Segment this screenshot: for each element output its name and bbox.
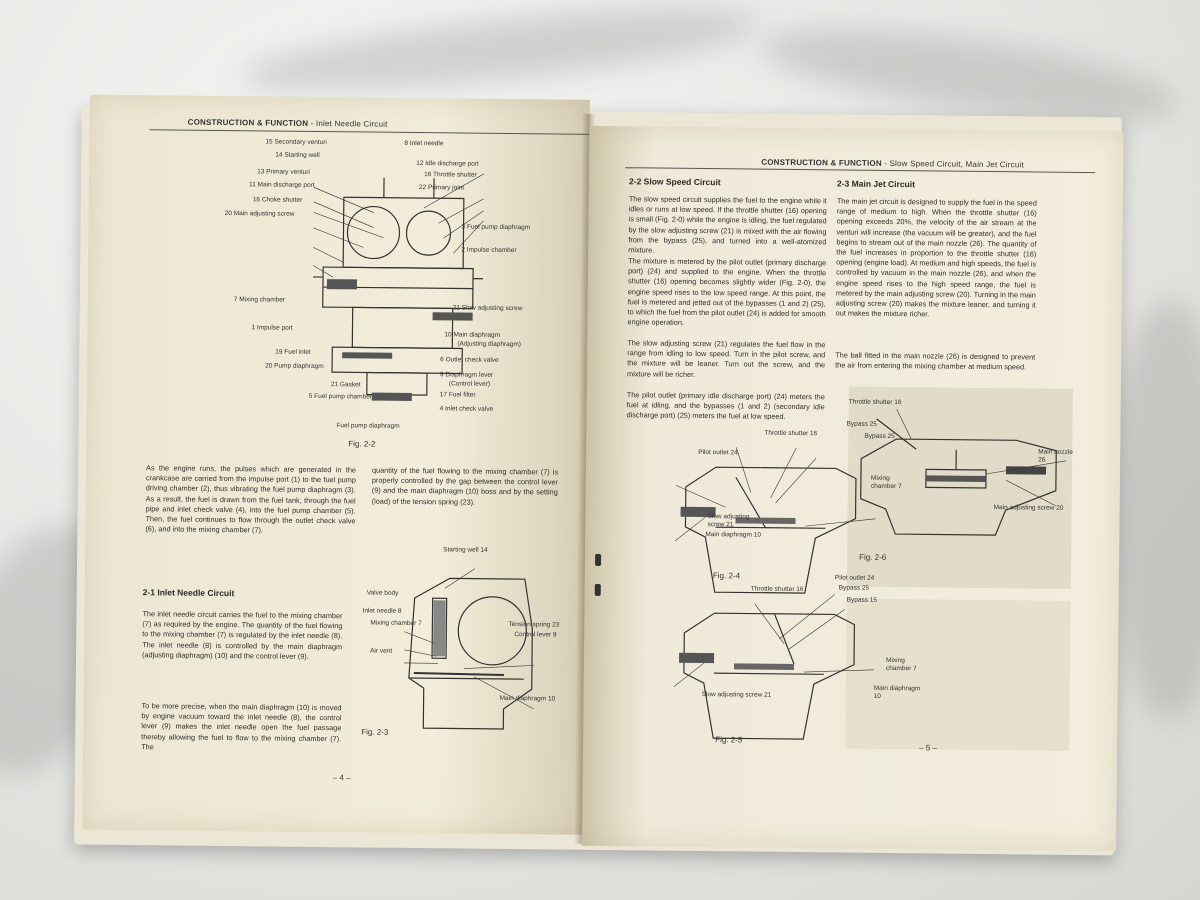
figure-caption-2-6: Fig. 2-6 [859, 552, 887, 562]
fig25-label-throttle-shutter: Throttle shutter 16 [750, 585, 804, 594]
figure-caption-2-5: Fig. 2-5 [715, 735, 743, 745]
label-main-diaphragm: 10 Main diaphragm [444, 331, 501, 339]
fig24-label-slow-adjusting-screw: Slow adjusting screw 21 [707, 513, 750, 529]
fig26-label-main-nozzle: Main nozzle 26 [1038, 448, 1073, 464]
label-fuel-pump-diaphragm: 3 Fuel pump diaphragm [461, 223, 531, 232]
blank-panel [845, 596, 1071, 751]
paragraph-slow-adjusting-screw: The slow adjusting screw (21) regulates the fuel flow in the range from idling to low speed. Turn in the pilot screw, and the mixture will be leaner. Turn out the screw, and the mixture will be richer. [626, 338, 826, 379]
page-header [761, 158, 1024, 170]
paragraph-more-precise: To be more precise, when the main diaphragm (10) is moved by engine vacuum toward the inlet needle (8), the control lever (9) makes the inlet needle open the fuel passage thereby allowing the fuel to flow to the mixing chamber (7). The [141, 701, 342, 752]
label-fuel-pump-chamber: 5 Fuel pump chamber [308, 392, 373, 401]
open-booklet [74, 89, 1134, 856]
label-diaphragm-lever: 9 Diaphragm lever [439, 371, 494, 379]
label-gasket: 21 Gasket [330, 381, 361, 389]
header-title: CONSTRUCTION & FUNCTION [761, 157, 882, 168]
fig25-label-bypass-a: Bypass 25 [838, 584, 870, 592]
label-choke-shutter: 16 Choke shutter [252, 196, 303, 204]
fig24-label-pilot-outlet: Pilot outlet 24 [698, 448, 738, 457]
label-inlet-check-valve: 4 Inlet check valve [439, 405, 494, 413]
paragraph-inlet-needle-circuit: The inlet needle circuit carries the fuel to the mixing chamber (7) as required by the engine. The quantity of the fuel flowing to the mixing chamber (7) is regulated by the inlet needle (8). The inlet needle (8) is controlled by the main diaphragm (adjusting diaphragm) (10) and the control lever (9). [142, 609, 343, 661]
label-main-discharge-port: 11 Main discharge port [248, 181, 315, 189]
label-fuel-filter: 17 Fuel filter [439, 391, 476, 399]
label-pump-diaphragm: 20 Pump diaphragm [265, 362, 324, 371]
label-throttle-shutter: 16 Throttle shutter [424, 171, 477, 179]
fig24-label-bypass-b: Bypass 25 [864, 432, 895, 441]
label-secondary-venturi: 15 Secondary venturi [265, 138, 327, 147]
fig23-label-starting-well: Starting well 14 [443, 546, 488, 554]
fig25-label-main-diaphragm: Main diaphragm 10 [873, 684, 921, 700]
label-fuel-inlet: 19 Fuel inlet [275, 348, 311, 356]
paragraph-ball-main-nozzle: The ball fitted in the main nozzle (26) is designed to prevent the air from entering the mixing chamber at medium speed. [835, 350, 1036, 372]
figure-caption-2-4: Fig. 2-4 [712, 571, 741, 581]
fig23-label-valve-body: Valve body [366, 589, 399, 597]
header-subtitle: - Inlet Needle Circuit [308, 118, 388, 129]
paragraph-mixture-metered: The mixture is metered by the pilot outlet (primary discharge port) (24) and supplied to the engine. When the throttle shutter (16) opening becomes slightly wider (Fig. 2-0), the engine speed rises to the low speed range. At this point, the fuel is metered and jetted out of the bypasses (1 and 2) (25), to which the fuel from the pilot outlet (24) is added for smooth engine operation. [627, 256, 827, 328]
label-impulse-port: 1 Impulse port [251, 324, 293, 332]
label-inlet-needle: 8 Inlet needle [404, 139, 444, 148]
slow-speed-low-diagram [673, 593, 878, 745]
figure-caption-2-3: Fig. 2-3 [361, 727, 389, 737]
page-5 [582, 126, 1124, 852]
binding-hole [595, 584, 601, 596]
label-idle-discharge-port: 12 Idle discharge port [416, 160, 479, 168]
fig25-label-pilot-outlet: Pilot outlet 24 [834, 574, 875, 582]
section-heading-2-2: 2-2 Slow Speed Circuit [628, 176, 721, 188]
label-impulse-chamber: 2 Impulse chamber [461, 246, 517, 255]
paragraph-pulses: As the engine runs, the pulses which are generated in the crankcase are carried from the impulse port (1) to the fuel pump driving chamber (2), thus vibrating the fuel pump diaphragm (3). As a result, the fuel is drawn from the fuel tank, through the fuel pipe and inlet check valve (4), into the fuel pump chamber (5). Then, the fuel continues to flow through the outlet check valve (6), and into the mixing chamber (7). [145, 463, 357, 535]
fig24-label-throttle-shutter: Throttle shutter 16 [764, 429, 818, 438]
header-title: CONSTRUCTION & FUNCTION [187, 117, 309, 128]
paragraph-main-jet-circuit: The main jet circuit is designed to supply the fuel in the speed range of medium to high. When the throttle shutter (16) opening exceeds 20%, the velocity of the air stream at the venturi will increase (the vacuum will be greater), and the fuel begins to stream out of the main nozzle (26). The quantity of the fuel increases in proportion to the throttle shutter (16) opening (engine load). At medium and high speeds, the fuel is controlled by vacuum in the main nozzle (26), and when the engine speed rises to the high speed range, the fuel is metered by the main adjusting screw (20). Turning in the main adjusting screw (20) makes the mixture leaner, and turning it out makes the mixture richer. [835, 196, 1037, 319]
inlet-needle-diagram [403, 568, 535, 739]
page-header [188, 118, 388, 129]
paragraph-slow-speed-intro: The slow speed circuit supplies the fuel to the engine while it idles or runs at low speed. If the throttle shutter (16) opening is small (Fig. 2-0) while the engine is idling, the fuel regulated by the slow adjusting screw (21) is mixed with the air flowing from the bypass (25), and turned into a well-atomized mixture. [628, 194, 827, 255]
label-control-lever: (Control lever) [448, 380, 491, 388]
fig23-label-inlet-needle: Inlet needle 8 [362, 607, 402, 615]
page-4 [82, 95, 590, 835]
page-number-4: – 4 – [332, 773, 351, 783]
header-rule [625, 167, 1095, 173]
label-primary-venturi: 13 Primary venturi [257, 168, 310, 176]
fig26-label-main-adjusting-screw: Main adjusting screw 20 [993, 504, 1064, 512]
label-starting-well: 14 Starting well [275, 151, 320, 160]
label-fuel-pump-diaphragm-bottom: Fuel pump diaphragm [336, 422, 400, 430]
label-main-adjusting-screw: 20 Main adjusting screw [224, 210, 295, 218]
fig24-label-main-diaphragm: Main diaphragm 10 [705, 531, 762, 539]
fig25-label-bypass-b: Bypass 15 [846, 596, 878, 604]
fig23-label-mixing-chamber: Mixing chamber 7 [370, 619, 422, 628]
fig24-label-bypass-a: Bypass 25 [846, 420, 877, 428]
fig23-label-air-vent: Air vent [370, 647, 393, 655]
fig25-label-mixing-chamber: Mixing chamber 7 [885, 656, 917, 673]
label-adjusting-diaphragm: (Adjusting diaphragm) [457, 340, 521, 349]
fig25-label-slow-adjusting-screw: Slow adjusting screw 21 [701, 691, 772, 699]
label-outlet-check-valve: 6 Outlet check valve [440, 356, 499, 364]
section-heading-2-1: 2-1 Inlet Needle Circuit [142, 587, 235, 599]
fig23-label-control-lever: Control lever 9 [514, 631, 557, 639]
label-primary-joint: 22 Primary joint [418, 184, 465, 192]
header-subtitle: - Slow Speed Circuit, Main Jet Circuit [881, 158, 1024, 170]
paragraph-quantity: quantity of the fuel flowing to the mixing chamber (7) is properly controlled by the gap between the control lever (9) and the main diaphragm (10) boss and by the setting (load) of the tension spring (23). [371, 465, 559, 507]
label-slow-adjusting-screw: 21 Slow adjusting screw [452, 304, 523, 313]
paragraph-pilot-outlet: The pilot outlet (primary idle discharge port) (24) meters the fuel at idling, and the bypasses (1 and 2) (secondary idle discharge port) (25) meters the fuel at low speed. [626, 390, 825, 422]
section-heading-2-3: 2-3 Main Jet Circuit [836, 178, 916, 190]
header-rule [150, 129, 590, 135]
page-number-5: – 5 – [919, 743, 937, 753]
label-mixing-chamber: 7 Mixing chamber [233, 296, 286, 304]
fig24-label-mixing-chamber: Mixing chamber 7 [870, 474, 902, 491]
fig26-label-throttle-shutter: Throttle shutter 16 [848, 398, 902, 407]
fig23-label-tension-spring: Tension spring 23 [508, 621, 560, 629]
fig23-label-main-diaphragm: Main diaphragm 10 [499, 694, 556, 703]
figure-caption-2-2: Fig. 2-2 [348, 439, 376, 449]
binding-hole [595, 554, 601, 566]
